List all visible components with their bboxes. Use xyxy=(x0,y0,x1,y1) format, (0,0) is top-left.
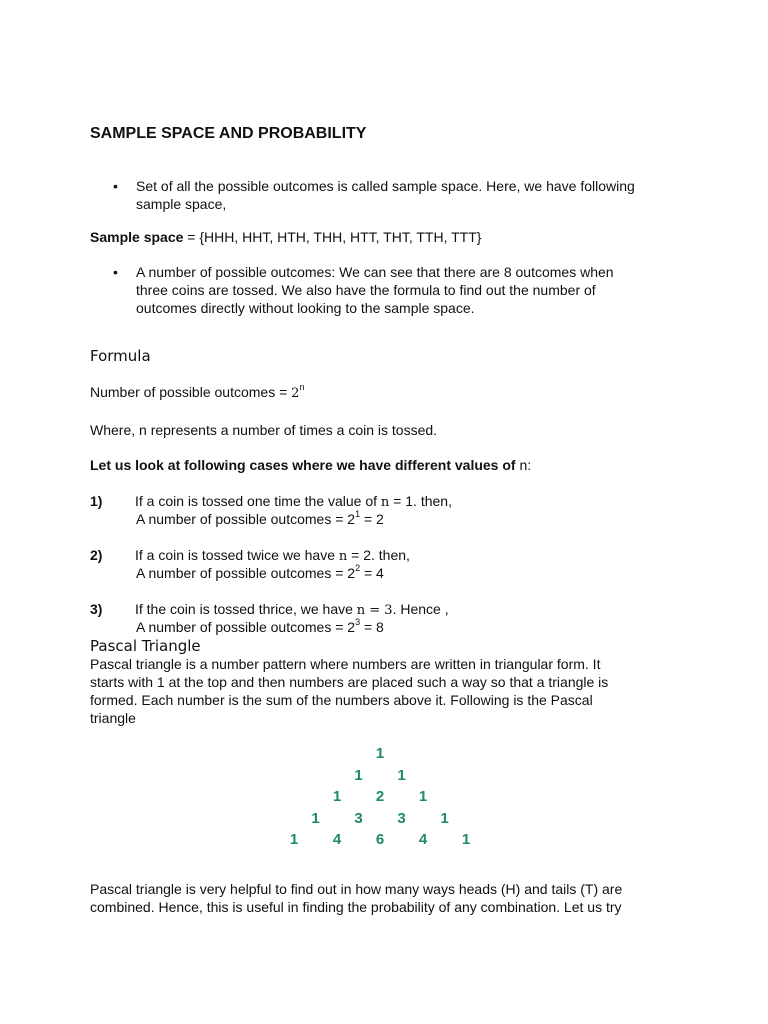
case-1-text: If a coin is tossed one time the value of xyxy=(135,493,381,509)
pascal-value: 1 xyxy=(375,745,385,762)
pascal-value: 1 xyxy=(418,788,428,805)
pascal-para-line1: Pascal triangle is a number pattern where numbers are written in triangular form. It xyxy=(90,656,601,672)
page-title: SAMPLE SPACE AND PROBABILITY xyxy=(90,125,367,142)
case-1-line2 xyxy=(136,510,676,528)
pascal-para-line3: formed. Each number is the sum of the numbers above it. Following is the Pascal xyxy=(90,692,593,708)
where-text: Where, n represents a number of times a coin is tossed. xyxy=(90,422,438,438)
pascal-value: 2 xyxy=(375,788,385,805)
pascal-value: 4 xyxy=(332,831,342,848)
sample-space-label: Sample space xyxy=(90,229,184,245)
case-3-text: If the coin is tossed thrice, we have xyxy=(135,601,357,617)
case-2-line2 xyxy=(136,564,676,582)
case-2-outcomes: A number of possible outcomes = 2 xyxy=(136,565,356,581)
pascal-value: 1 xyxy=(440,809,449,827)
case-3-text-post: . Hence , xyxy=(392,601,449,617)
case-number: 3) xyxy=(90,601,103,617)
sample-space-line xyxy=(90,228,680,246)
cases-intro xyxy=(90,456,680,474)
pascal-value: 3 xyxy=(397,809,406,827)
sample-space-value: = {HHH, HHT, HTH, THH, HTT, THT, TTH, TTT} xyxy=(183,229,482,245)
bullet-dot: • xyxy=(113,264,118,280)
case-1-text-post: = 1. then, xyxy=(389,493,452,509)
case-2-text: If a coin is tossed twice we have xyxy=(135,547,339,563)
formula-text: Number of possible outcomes = xyxy=(90,384,292,400)
pascal-value: 4 xyxy=(418,831,428,848)
case-1-var: n xyxy=(380,495,390,510)
case-1-outcomes: A number of possible outcomes = 2 xyxy=(136,511,356,527)
formula-base: 2 xyxy=(291,386,300,401)
case-2-line1 xyxy=(135,546,675,566)
bullet2-line2: three coins are tossed. We also have the formula to find out the number of xyxy=(136,282,596,298)
case-2-result: = 4 xyxy=(360,565,384,581)
pascal-value: 1 xyxy=(289,831,299,848)
case-1-exponent: 1 xyxy=(355,509,361,520)
cases-intro-bold: Let us look at following cases where we have different values of xyxy=(90,457,516,473)
pascal-value: 1 xyxy=(461,831,471,848)
pascal-heading: Pascal Triangle xyxy=(90,637,201,655)
case-3-result: = 8 xyxy=(360,619,384,635)
pascal-value: 6 xyxy=(375,831,385,848)
bullet2-line1: A number of possible outcomes: We can see that there are 8 outcomes when xyxy=(136,264,614,280)
case-1-result: = 2 xyxy=(360,511,384,527)
case-3-line2 xyxy=(136,618,676,636)
formula-exponent: n xyxy=(299,382,305,393)
case-number: 1) xyxy=(90,493,103,509)
pascal-value: 1 xyxy=(332,788,342,805)
formula-line xyxy=(90,383,680,403)
case-3-var: n = 3 xyxy=(356,603,393,618)
case-3-outcomes: A number of possible outcomes = 2 xyxy=(136,619,356,635)
closing-line2: combined. Hence, this is useful in finding the probability of any combination. Let us try xyxy=(90,899,622,915)
bullet1-line2: sample space, xyxy=(136,196,227,212)
pascal-value: 1 xyxy=(311,809,320,827)
case-1-line1 xyxy=(135,492,675,512)
case-3-line1 xyxy=(135,600,675,620)
bullet2-line3: outcomes directly without looking to the sample space. xyxy=(136,300,475,316)
case-3-exponent: 3 xyxy=(355,617,361,628)
pascal-para-line4: triangle xyxy=(90,710,136,726)
pascal-value: 1 xyxy=(354,766,363,784)
cases-intro-var: n: xyxy=(515,457,532,473)
bullet-dot: • xyxy=(113,178,118,194)
pascal-para-line2: starts with 1 at the top and then numbers are placed such a way so that a triangle is xyxy=(90,674,609,690)
pascal-triangle xyxy=(90,745,690,860)
case-2-var: n xyxy=(338,549,348,564)
closing-line1: Pascal triangle is very helpful to find out in how many ways heads (H) and tails (T) are xyxy=(90,881,623,897)
bullet1-line1: Set of all the possible outcomes is called sample space. Here, we have following xyxy=(136,178,635,194)
pascal-value: 3 xyxy=(354,809,363,827)
case-2-text-post: = 2. then, xyxy=(347,547,410,563)
formula-heading: Formula xyxy=(90,347,151,365)
case-2-exponent: 2 xyxy=(355,563,361,574)
case-number: 2) xyxy=(90,547,103,563)
pascal-value: 1 xyxy=(397,766,406,784)
